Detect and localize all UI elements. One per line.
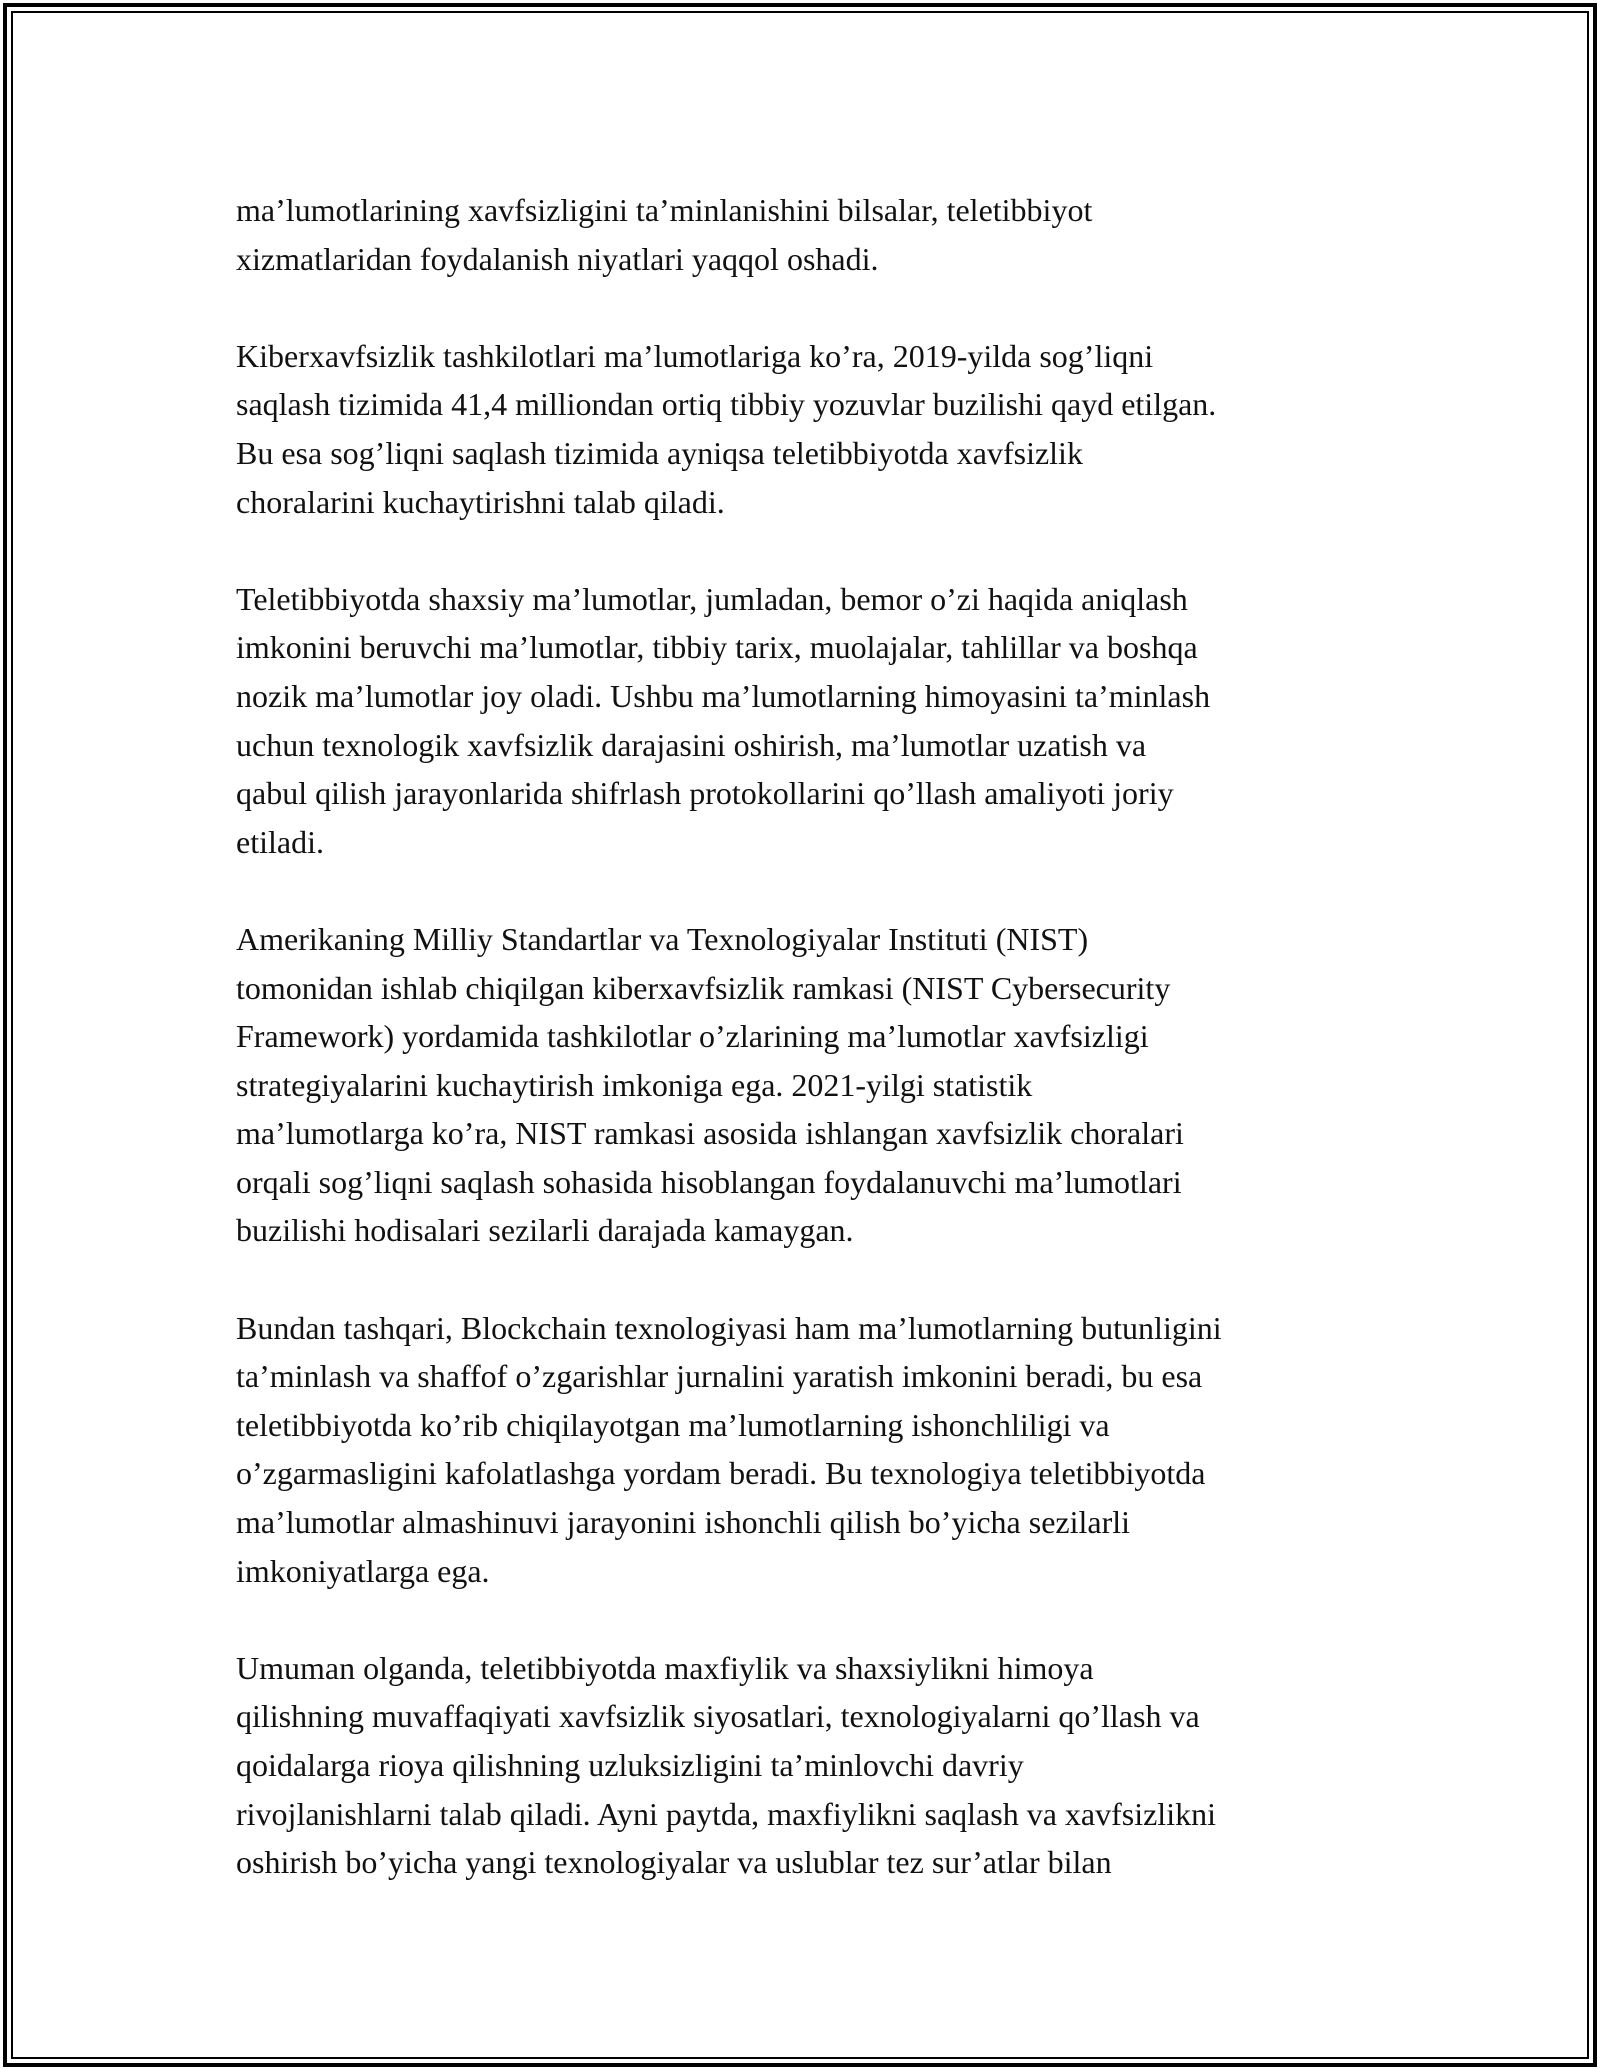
text-line: uchun texnologik xavfsizlik darajasini oshirish, ma’lumotlar uzatish va [236, 726, 1147, 763]
text-line: ma’lumotlarining xavfsizligini ta’minlanishini bilsalar, teletibbiyot [236, 192, 1093, 228]
paragraph-1 [236, 186, 1386, 283]
text-line: Framework) yordamida tashkilotlar o’zlarining ma’lumotlar xavfsizligi [236, 1018, 1149, 1055]
text-line: orqali sog’liqni saqlash sohasida hisoblangan foydalanuvchi ma’lumotlari [236, 1163, 1182, 1200]
paragraph-2 [236, 332, 1386, 526]
text-line: nozik ma’lumotlar joy oladi. Ushbu ma’lumotlarning himoyasini ta’minlash [236, 677, 1211, 714]
text-line: qabul qilish jarayonlarida shifrlash protokollarini qo’llash amaliyoti joriy [236, 775, 1174, 812]
text-line: Teletibbiyotda shaxsiy ma’lumotlar, jumladan, bemor o’zi haqida aniqlash [236, 580, 1188, 617]
text-line: Bu esa sog’liqni saqlash tizimida ayniqsa teletibbiyotda xavfsizlik [236, 434, 1083, 471]
text-line: tomonidan ishlab chiqilgan kiberxavfsizlik ramkasi (NIST Cybersecurity [236, 969, 1171, 1006]
text-line: saqlash tizimida 41,4 milliondan ortiq tibbiy yozuvlar buzilishi qayd etilgan. [236, 386, 1217, 423]
text-line: qoidalarga rioya qilishning uzluksizligini ta’minlovchi davriy [236, 1747, 1024, 1783]
text-line: ta’minlash va shaffof o’zgarishlar jurnalini yaratish imkonini beradi, bu esa [236, 1358, 1203, 1395]
text-line: Umuman olganda, teletibbiyotda maxfiylik va shaxsiylikni himoya [236, 1649, 1094, 1686]
text-line: teletibbiyotda ko’rib chiqilayotgan ma’lumotlarning ishonchliligi va [236, 1406, 1110, 1443]
paragraph-3 [236, 575, 1386, 867]
document-body [236, 186, 1386, 1935]
text-line: imkoniyatlarga ega. [236, 1552, 490, 1589]
text-line: Kiberxavfsizlik tashkilotlari ma’lumotlariga ko’ra, 2019-yilda sog’liqni [236, 337, 1154, 374]
text-line: imkonini beruvchi ma’lumotlar, tibbiy tarix, muolajalar, tahlillar va boshqa [236, 629, 1198, 666]
text-line: qilishning muvaffaqiyati xavfsizlik siyosatlari, texnologiyalarni qo’llash va [236, 1698, 1200, 1735]
text-line: rivojlanishlarni talab qiladi. Ayni paytda, maxfiylikni saqlash va xavfsizlikni [236, 1795, 1216, 1832]
text-line: ma’lumotlar almashinuvi jarayonini ishonchli qilish bo’yicha sezilarli [236, 1504, 1131, 1541]
text-line: Amerikaning Milliy Standartlar va Texnologiyalar Instituti (NIST) [236, 920, 1089, 957]
text-line: o’zgarmasligini kafolatlashga yordam beradi. Bu texnologiya teletibbiyotda [236, 1455, 1206, 1492]
paragraph-6 [236, 1644, 1386, 1887]
paragraph-4 [236, 915, 1386, 1255]
text-line: etiladi. [236, 823, 324, 860]
text-line: ma’lumotlarga ko’ra, NIST ramkasi asosida ishlangan xavfsizlik choralari [236, 1115, 1184, 1152]
text-line: choralarini kuchaytirishni talab qiladi. [236, 483, 725, 520]
text-line: buzilishi hodisalari sezilarli darajada kamaygan. [236, 1212, 854, 1249]
text-line: strategiyalarini kuchaytirish imkoniga ega. 2021-yilgi statistik [236, 1066, 1033, 1103]
paragraph-5 [236, 1304, 1386, 1596]
text-line: xizmatlaridan foydalanish niyatlari yaqqol oshadi. [236, 240, 879, 277]
text-line: Bundan tashqari, Blockchain texnologiyasi ham ma’lumotlarning butunligini [236, 1309, 1222, 1346]
text-line: oshirish bo’yicha yangi texnologiyalar va uslublar tez sur’atlar bilan [236, 1844, 1112, 1881]
